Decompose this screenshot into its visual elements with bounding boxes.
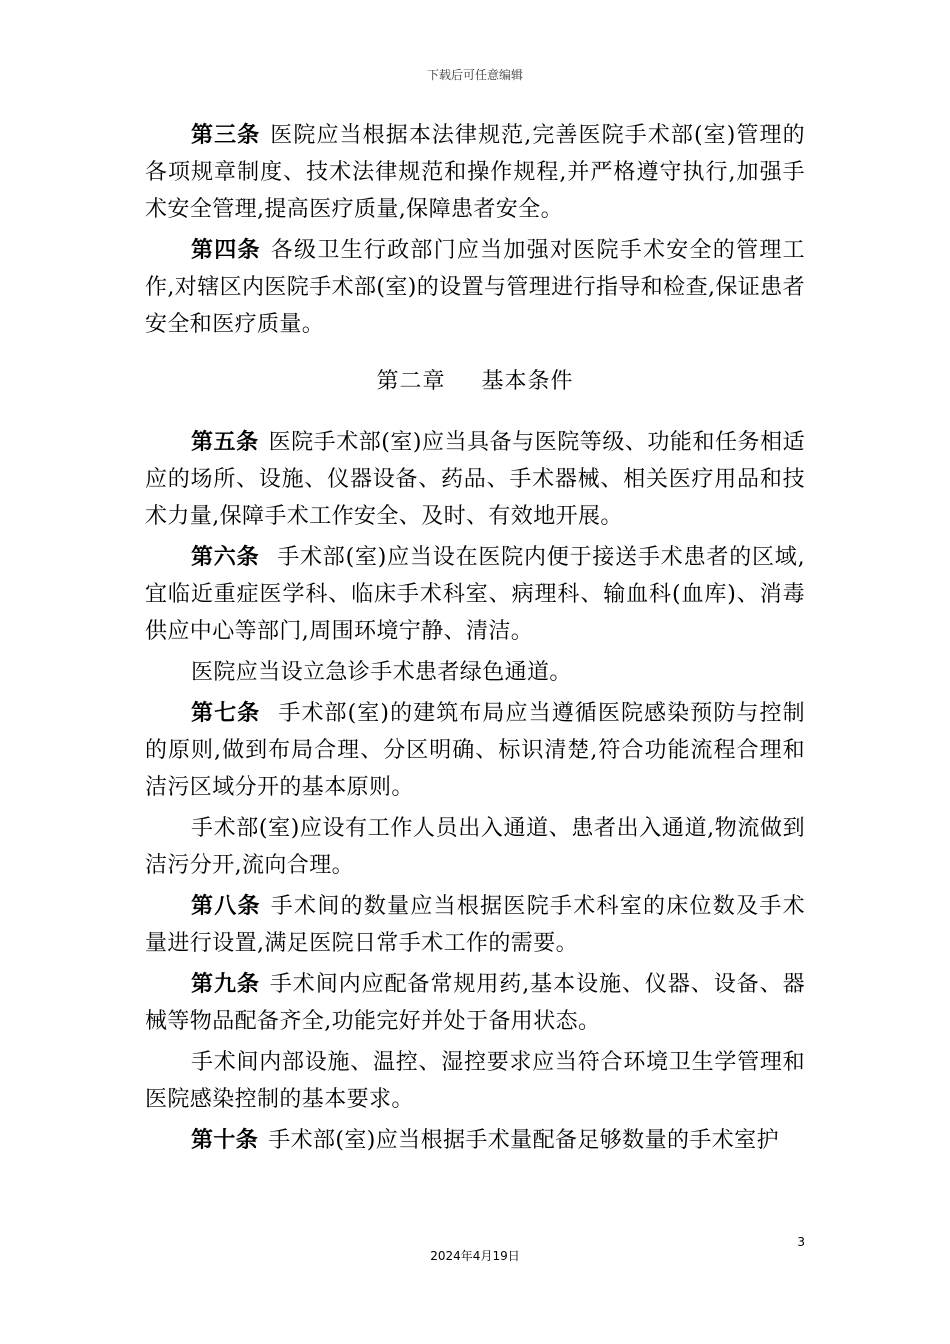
article-number: 第八条: [191, 894, 261, 919]
page-number: 3: [797, 1235, 805, 1249]
document-body: [145, 117, 805, 1163]
article-paragraph: [145, 424, 805, 535]
article-paragraph: [145, 888, 805, 962]
article-text: 手术间内应配备常规用药,基本设施、仪器、设备、器械等物品配备齐全,功能完好并处于备用状态。: [145, 972, 805, 1034]
article-text: 手术部(室)的建筑布局应当遵循医院感染预防与控制的原则,做到布局合理、分区明确、标识清楚,符合功能流程合理和洁污区域分开的基本原则。: [145, 701, 805, 800]
article-paragraph: [145, 1122, 805, 1159]
body-paragraph: [145, 654, 805, 691]
article-text: 手术部(室)应当根据手术量配备足够数量的手术室护: [268, 1128, 779, 1153]
article-paragraph: [145, 966, 805, 1040]
chapter-heading: [145, 363, 805, 400]
article-number: 第九条: [191, 972, 260, 997]
article-number: 第四条: [191, 238, 261, 263]
article-number: 第十条: [191, 1128, 259, 1153]
article-text: 医院手术部(室)应当具备与医院等级、功能和任务相适应的场所、设施、仪器设备、药品、手术器械、相关医疗用品和技术力量,保障手术工作安全、及时、有效地开展。: [145, 430, 805, 529]
body-paragraph: [145, 1044, 805, 1118]
body-paragraph: [145, 810, 805, 884]
article-paragraph: [145, 232, 805, 343]
paragraph-text: 手术部(室)应设有工作人员出入通道、患者出入通道,物流做到洁污分开,流向合理。: [145, 816, 805, 878]
footer-date: 2024年4月19日: [430, 1249, 520, 1263]
article-number: 第七条: [191, 701, 261, 726]
article-number: 第六条: [191, 545, 260, 570]
article-text: 手术部(室)应当设在医院内便于接送手术患者的区域,宜临近重症医学科、临床手术科室、病理科、输血科(血库)、消毒供应中心等部门,周围环境宁静、清洁。: [145, 545, 805, 644]
paragraph-text: 医院应当设立急诊手术患者绿色通道。: [191, 660, 572, 685]
article-paragraph: [145, 117, 805, 228]
article-number: 第五条: [191, 430, 259, 455]
paragraph-text: 手术间内部设施、温控、湿控要求应当符合环境卫生学管理和医院感染控制的基本要求。: [145, 1050, 805, 1112]
article-number: 第三条: [191, 123, 261, 148]
article-text: 手术间的数量应当根据医院手术科室的床位数及手术量进行设置,满足医院日常手术工作的需要。: [145, 894, 806, 956]
article-paragraph: [145, 695, 805, 806]
chapter-number: 第二章: [376, 369, 446, 394]
article-paragraph: [145, 539, 805, 650]
header-note: 下载后可任意编辑: [426, 68, 523, 82]
chapter-title: 基本条件: [481, 369, 574, 394]
article-text: 医院应当根据本法律规范,完善医院手术部(室)管理的各项规章制度、技术法律规范和操作规程,并严格遵守执行,加强手术安全管理,提高医疗质量,保障患者安全。: [145, 123, 805, 222]
article-text: 各级卫生行政部门应当加强对医院手术安全的管理工作,对辖区内医院手术部(室)的设置与管理进行指导和检查,保证患者安全和医疗质量。: [145, 238, 806, 337]
